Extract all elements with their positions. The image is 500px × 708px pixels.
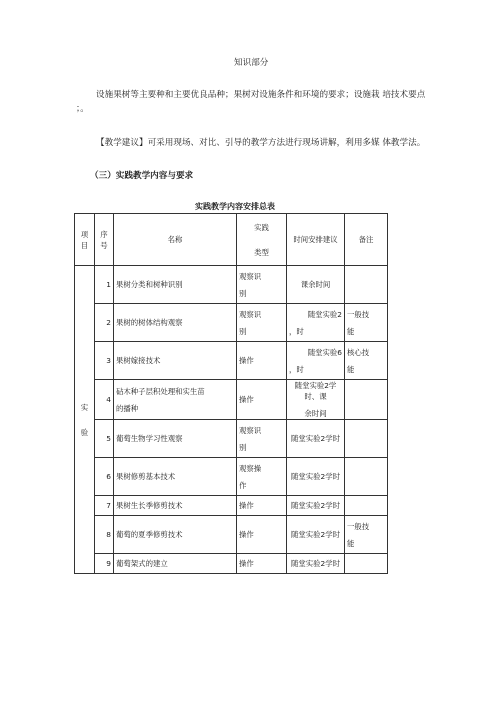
table-row: 3 果树嫁接技术 操作 随堂实验6 ，时 核心技 能 — [75, 342, 388, 380]
header-name: 名称 — [114, 214, 237, 266]
header-item: 项 目 — [75, 214, 95, 266]
table-title: 实践教学内容安排总表 — [195, 202, 275, 211]
table-row: 2 果树的树体结构观察 观察识 别 随堂实验2 ，时 一般技 能 — [75, 304, 388, 342]
practice-schedule-table — [74, 213, 388, 574]
table-header-row — [75, 214, 388, 266]
table-row: 5 葡萄生物学习性观察 观察识 别 随堂实验2学时 — [75, 420, 388, 458]
paragraph-1-line-2: ；。 — [76, 104, 89, 114]
table-row: 实 验 1 果树分类和树种识别 观察识 别 课余时间 — [75, 266, 388, 304]
section-title: （三）实践教学内容与要求 — [90, 171, 194, 181]
header-seq: 序 号 — [95, 214, 114, 266]
header-type: 实践 类型 — [237, 214, 287, 266]
table-row: 4 砧木种子层积处理和实生苗 的播种 操作 随堂实验2学时、课 余时间 — [75, 380, 388, 420]
table-row: 9 葡萄架式的建立 操作 随堂实验2学时 — [75, 554, 388, 574]
group-label-experiment: 实 验 — [75, 266, 95, 574]
table-row: 6 果树修剪基本技术 观察操 作 随堂实验2学时 — [75, 458, 388, 496]
table-row: 8 葡萄的夏季修剪技术 操作 随堂实验2学时 一般技 能 — [75, 516, 388, 554]
header-note: 备注 — [345, 214, 388, 266]
page-heading: 知识部分 — [234, 58, 269, 68]
teaching-suggestion: 【教学建议】可采用现场、对比、引导的教学方法进行现场讲解，利用多媒 体教学法。 — [96, 138, 426, 148]
header-time: 时间安排建议 — [287, 214, 345, 266]
table-row: 7 果树生长季修剪技术 操作 随堂实验2学时 — [75, 496, 388, 516]
paragraph-1-line-1: 设施果树等主要种和主要优良品种；果树对设施条件和环境的要求；设施栽 培技术要点 — [96, 90, 426, 100]
